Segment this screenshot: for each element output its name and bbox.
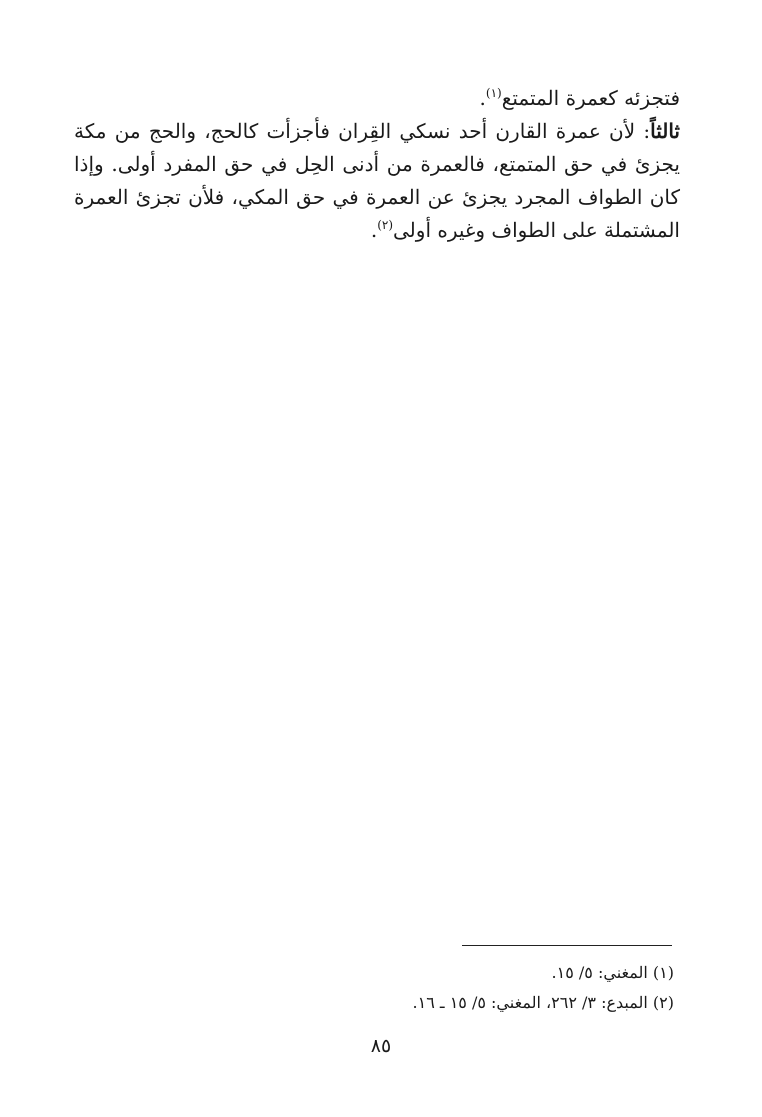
paragraph-2-text: : لأن عمرة القارن أحد نسكي القِران فأجزأت كالحج، والحج من مكة يجزئ في حق المتمتع، فالعمرة من أدنى الحِل في حق المفرد أولى. وإذا كان الطواف المجرد يجزئ عن العمرة في حق المكي، فلأن تجزئ العمرة المشتملة على الطواف وغيره أولى bbox=[74, 119, 680, 242]
footnotes bbox=[74, 958, 674, 1018]
footnote-ref-2: (٢) bbox=[377, 218, 394, 232]
footnote-2: (٢) المبدع: ٣/ ٢٦٢، المغني: ٥/ ١٥ ـ ١٦. bbox=[412, 993, 674, 1012]
paragraph-1-end: . bbox=[479, 86, 486, 110]
footnote-divider bbox=[462, 945, 672, 946]
page-number: ٨٥ bbox=[370, 1035, 392, 1057]
paragraph-2-end: . bbox=[370, 218, 378, 242]
footnote-ref-1: (١) bbox=[485, 86, 502, 100]
paragraph-2 bbox=[74, 115, 680, 247]
paragraph-1 bbox=[74, 82, 680, 115]
paragraph-2-lead: ثالثاً bbox=[650, 119, 680, 143]
paragraph-1-text: فتجزئه كعمرة المتمتع bbox=[501, 86, 680, 110]
footnote-1: (١) المغني: ٥/ ١٥. bbox=[551, 963, 674, 982]
main-text bbox=[74, 82, 680, 247]
